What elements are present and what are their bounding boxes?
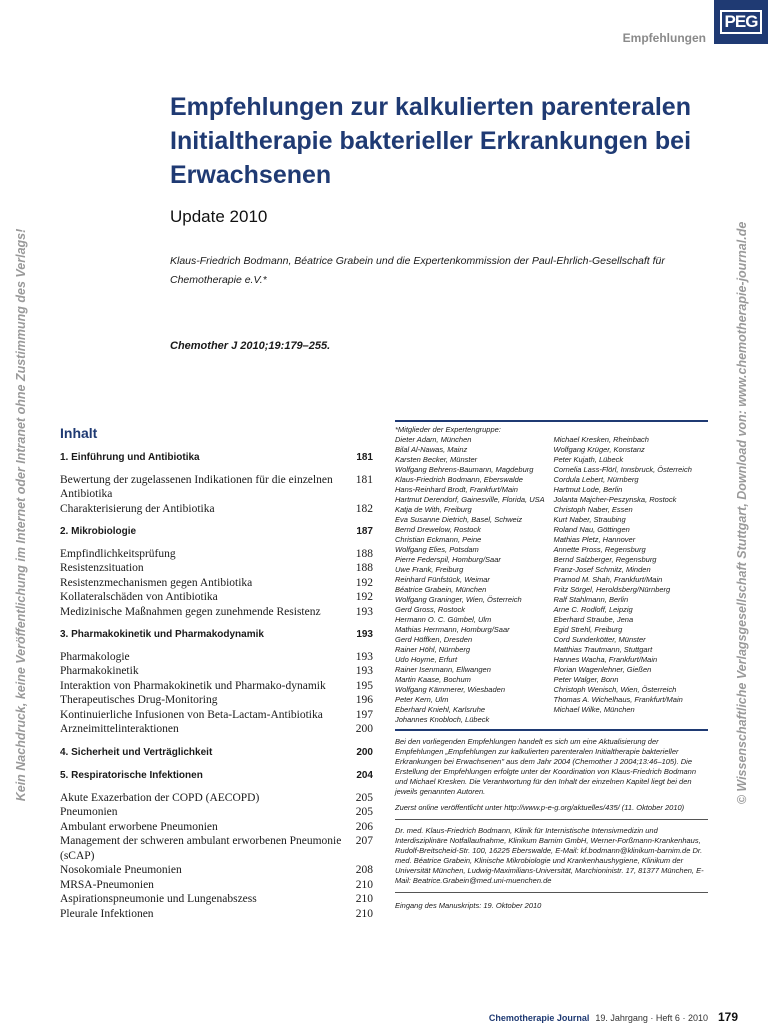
- toc-entry-page: 205: [355, 791, 373, 804]
- article-title: Empfehlungen zur kalkulierten parenteralen Initialtherapie bakterieller Erkrankungen bei Erwachsenen: [170, 93, 692, 189]
- toc-entry-title: Pleurale Infektionen: [60, 907, 154, 920]
- member-entry: Dieter Adam, München: [395, 435, 472, 444]
- toc-entry-page: 200: [355, 723, 373, 735]
- toc-entry-page: 187: [356, 526, 373, 537]
- member-entry: Hartmut Derendorf, Gainesville, Florida, USA: [395, 495, 545, 504]
- toc-entry: [60, 878, 373, 893]
- right-margin-text: © Wissenschaftliche Verlagsgesellschaft Stuttgart, Download von: www.chemotherapie-journal.de: [735, 221, 749, 805]
- member-entry: Hannes Wacha, Frankfurt/Main: [553, 655, 658, 664]
- member-entry: Eberhard Kniehl, Karlsruhe: [395, 705, 486, 714]
- toc-entry-page: 193: [355, 605, 373, 618]
- toc-entry-title: Kollateralschäden von Antibiotika: [60, 591, 218, 603]
- toc-entry: [60, 605, 373, 620]
- toc-entry-page: 205: [355, 806, 373, 818]
- toc-entry: [60, 650, 373, 665]
- member-entry: Hermann O. C. Gümbel, Ulm: [395, 615, 492, 624]
- toc-entry-title: Akute Exazerbation der COPD (AECOPD): [60, 791, 260, 804]
- member-entry: Fritz Sörgel, Heroldsberg/Nürnberg: [553, 585, 671, 594]
- member-entry: Christian Eckmann, Peine: [395, 535, 482, 544]
- toc-entry-page: 188: [355, 547, 373, 560]
- left-margin-notice: [10, 205, 32, 825]
- toc-entry: [60, 834, 373, 863]
- toc-entry-page: 207: [355, 835, 373, 847]
- toc-entry-title: Resistenzsituation: [60, 562, 144, 574]
- member-entry: Wolfgang Behrens-Baumann, Magdeburg: [395, 465, 534, 474]
- toc-entry-page: 208: [355, 864, 373, 876]
- toc-entry-title: 4. Sicherheit und Verträglichkeit: [60, 746, 213, 758]
- toc-section-heading: [60, 628, 373, 643]
- toc-entry: [60, 679, 373, 694]
- member-entry: Christoph Naber, Essen: [553, 505, 633, 514]
- toc-section-heading: [60, 746, 373, 761]
- member-entry: Gerd Höffken, Dresden: [395, 635, 473, 644]
- toc-entry-page: 210: [355, 878, 373, 891]
- member-entry: Bilal Al-Nawas, Mainz: [395, 445, 468, 454]
- toc-entry-title: 5. Respiratorische Infektionen: [60, 770, 203, 781]
- member-entry: Michael Kresken, Rheinbach: [553, 435, 649, 444]
- toc-entry: [60, 722, 373, 737]
- member-entry: Udo Hoyme, Erfurt: [395, 655, 458, 664]
- toc-entry-title: Pharmakologie: [60, 650, 130, 663]
- members-column-left: [395, 435, 550, 725]
- toc-entry-title: Ambulant erworbene Pneumonien: [60, 820, 218, 833]
- member-entry: Hartmut Lode, Berlin: [553, 485, 623, 494]
- member-entry: Uwe Frank, Freiburg: [395, 565, 464, 574]
- member-entry: Cornelia Lass-Flörl, Innsbruck, Österreich: [553, 465, 692, 474]
- toc-entry: [60, 576, 373, 591]
- toc-entry: [60, 820, 373, 835]
- citation: Chemother J 2010;19:179–255.: [170, 340, 331, 352]
- member-entry: Cordula Lebert, Nürnberg: [553, 475, 639, 484]
- members-list: [395, 435, 708, 725]
- member-entry: Egid Strehl, Freiburg: [553, 625, 623, 634]
- member-entry: Florian Wagenlehner, Gießen: [553, 665, 652, 674]
- toc-entry: [60, 892, 373, 907]
- toc-entry-title: Bewertung der zugelassenen Indikationen für die einzelnen Antibiotika: [60, 473, 333, 500]
- member-entry: Eva Susanne Dietrich, Basel, Schweiz: [395, 515, 523, 524]
- member-entry: Bernd Drewelow, Rostock: [395, 525, 481, 534]
- toc-entry-page: 195: [355, 679, 373, 692]
- member-entry: Cord Sunderkötter, Münster: [553, 635, 646, 644]
- toc-entry: [60, 590, 373, 605]
- member-entry: Katja de With, Freiburg: [395, 505, 472, 514]
- toc-entry-title: 2. Mikrobiologie: [60, 526, 137, 537]
- toc-entry: [60, 907, 373, 922]
- toc-entry-title: Medizinische Maßnahmen gegen zunehmende Resistenz: [60, 605, 321, 618]
- divider: [395, 420, 708, 422]
- member-entry: Mathias Pletz, Hannover: [553, 535, 636, 544]
- toc-entry-title: Empfindlichkeitsprüfung: [60, 547, 176, 560]
- toc-entry-page: 181: [355, 473, 373, 486]
- member-entry: Klaus-Friedrich Bodmann, Eberswalde: [395, 475, 523, 484]
- toc-entry-page: 193: [355, 650, 373, 663]
- member-entry: Annette Pross, Regensburg: [553, 545, 646, 554]
- toc-entry: [60, 561, 373, 576]
- update-note: Bei den vorliegenden Empfehlungen handelt es sich um eine Aktualisierung der Empfehlungen „Empfehlungen zur kalkulierten parenteralen Initialtherapie bakterieller Erkrankungen bei Erwachsenen" aus dem Jahr 2004 (Chemother J 2004;13:46–105). Die Erstellung der Empfehlungen erfolgte unter der Koordination von Klaus-Friedrich Bodmann und Michael Kresken. Die Verantwortung für den Inhalt der einzelnen Kapitel liegt bei den jeweils genannten Autoren.: [395, 737, 697, 796]
- divider: [395, 892, 708, 893]
- toc-entry-page: 193: [355, 665, 373, 677]
- toc-heading: Inhalt: [60, 425, 98, 441]
- member-entry: Karsten Becker, Münster: [395, 455, 478, 464]
- toc-group: [60, 769, 373, 921]
- toc-entry-page: 188: [355, 562, 373, 574]
- toc-entry-page: 181: [356, 452, 373, 463]
- page-footer: [489, 1010, 738, 1024]
- member-entry: Wolfgang Graninger, Wien, Österreich: [395, 595, 522, 604]
- toc-entry-page: 210: [355, 893, 373, 905]
- toc-entry-page: 192: [355, 576, 373, 589]
- toc-entry: [60, 708, 373, 723]
- table-of-contents: [60, 425, 373, 930]
- right-column: [395, 420, 708, 911]
- left-margin-text: Kein Nachdruck, keine Veröffentlichung im Internet oder Intranet ohne Zustimmung des Verlags!: [14, 228, 28, 802]
- member-entry: Pramod M. Shah, Frankfurt/Main: [553, 575, 663, 584]
- toc-entry-title: Interaktion von Pharmakokinetik und Pharmako-dynamik: [60, 679, 326, 692]
- logo-text: PEG: [720, 10, 763, 34]
- toc-entry-page: 197: [355, 708, 373, 721]
- member-entry: Peter Kujath, Lübeck: [553, 455, 624, 464]
- toc-group: [60, 628, 373, 737]
- article-subtitle: Update 2010: [170, 207, 268, 226]
- toc-entry-page: 196: [355, 694, 373, 706]
- member-entry: Mathias Herrmann, Homburg/Saar: [395, 625, 510, 634]
- member-entry: Peter Kern, Ulm: [395, 695, 449, 704]
- member-entry: Martin Kaase, Bochum: [395, 675, 471, 684]
- toc-entry-title: 1. Einführung und Antibiotika: [60, 452, 200, 463]
- toc-groups: [60, 451, 373, 921]
- toc-entry: [60, 473, 373, 502]
- toc-entry-page: 182: [355, 502, 373, 515]
- right-margin-copyright: [731, 198, 753, 828]
- member-entry: Rainer Isenmann, Ellwangen: [395, 665, 491, 674]
- toc-entry-title: Resistenzmechanismen gegen Antibiotika: [60, 576, 253, 589]
- toc-entry: [60, 693, 373, 708]
- toc-entry-page: 192: [355, 591, 373, 603]
- divider: [395, 819, 708, 820]
- toc-entry-title: Kontinuierliche Infusionen von Beta-Lactam-Antibiotika: [60, 708, 323, 721]
- member-entry: Peter Walger, Bonn: [553, 675, 619, 684]
- peg-logo: [714, 0, 768, 44]
- member-entry: Jolanta Majcher-Peszynska, Rostock: [553, 495, 677, 504]
- members-title: *Mitglieder der Expertengruppe:: [395, 425, 501, 434]
- toc-section-heading: [60, 525, 373, 540]
- member-entry: Arne C. Rodloff, Leipzig: [553, 605, 633, 614]
- member-entry: Johannes Knobloch, Lübeck: [395, 715, 490, 724]
- toc-entry: [60, 863, 373, 878]
- member-entry: Matthias Trautmann, Stuttgart: [553, 645, 653, 654]
- toc-entry-title: Nosokomiale Pneumonien: [60, 864, 182, 876]
- toc-entry-title: Charakterisierung der Antibiotika: [60, 502, 215, 515]
- member-entry: Wolfgang Kämmerer, Wiesbaden: [395, 685, 505, 694]
- toc-entry: [60, 791, 373, 806]
- member-entry: Eberhard Straube, Jena: [553, 615, 634, 624]
- online-note: Zuerst online veröffentlicht unter http://www.p-e-g.org/aktuelles/435/ (11. Oktober 2010): [395, 803, 685, 812]
- toc-entry-title: Management der schweren ambulant erworbenen Pneumonie (sCAP): [60, 835, 342, 862]
- toc-section-heading: [60, 451, 373, 466]
- member-entry: Thomas A. Wichelhaus, Frankfurt/Main: [553, 695, 683, 704]
- member-entry: Rainer Höhl, Nürnberg: [395, 645, 471, 654]
- member-entry: Michael Wilke, München: [553, 705, 635, 714]
- member-entry: Gerd Gross, Rostock: [395, 605, 466, 614]
- toc-entry: [60, 664, 373, 679]
- toc-entry-page: 200: [356, 746, 373, 758]
- toc-entry-page: 193: [356, 629, 373, 640]
- toc-entry-page: 210: [355, 907, 373, 920]
- member-entry: Wolfgang Krüger, Konstanz: [553, 445, 645, 454]
- toc-entry-title: Pharmakokinetik: [60, 665, 139, 677]
- member-entry: Bernd Salzberger, Regensburg: [553, 555, 657, 564]
- toc-entry-title: Aspirationspneumonie und Lungenabszess: [60, 893, 257, 905]
- toc-group: [60, 746, 373, 761]
- toc-entry-page: 206: [355, 820, 373, 833]
- toc-entry: [60, 502, 373, 517]
- toc-entry-page: 204: [356, 770, 373, 781]
- section-label: Empfehlungen: [622, 31, 706, 45]
- article-authors: Klaus-Friedrich Bodmann, Béatrice Grabein und die Expertenkommission der Paul-Ehrlich-Gesellschaft für Chemotherapie e.V.*: [170, 255, 665, 286]
- toc-entry-title: Therapeutisches Drug-Monitoring: [60, 694, 218, 706]
- footer-issue: 19. Jahrgang · Heft 6 · 2010: [595, 1013, 708, 1023]
- member-entry: Kurt Naber, Straubing: [553, 515, 626, 524]
- toc-entry-title: Arzneimittelinteraktionen: [60, 723, 179, 735]
- footer-journal: Chemotherapie Journal: [488, 1013, 590, 1023]
- member-entry: Franz-Josef Schmitz, Minden: [553, 565, 651, 574]
- member-entry: Reinhard Fünfstück, Weimar: [395, 575, 490, 584]
- member-entry: Hans-Reinhard Brodt, Frankfurt/Main: [395, 485, 518, 494]
- toc-entry: [60, 547, 373, 562]
- toc-entry-title: Pneumonien: [60, 806, 118, 818]
- correspondence-address: Dr. med. Klaus-Friedrich Bodmann, Klinik für Internistische Intensivmedizin und Interdisziplinäre Notfallaufnahme, Klinikum Barnim GmbH, Werner-Forßmann-Krankenhaus, Rudolf-Breitscheid-Str. 100, 16225 Eberswalde, E-Mail: kf.bodmann@klinikum-barnim.de Dr. med. Béatrice Grabein, Klinische Mikrobiologie und Krankenhaushygiene, Klinikum der Universität München, Ludwig-Maximilians-Universität, Marchioninistr. 17, 81377 München, E-Mail: Beatrice.Grabein@med.uni-muenchen.de: [395, 826, 704, 885]
- member-entry: Christoph Wenisch, Wien, Österreich: [553, 685, 677, 694]
- toc-entry-title: 3. Pharmakokinetik und Pharmakodynamik: [60, 629, 264, 640]
- member-entry: Ralf Stahlmann, Berlin: [553, 595, 629, 604]
- member-entry: Roland Nau, Göttingen: [553, 525, 630, 534]
- toc-entry: [60, 805, 373, 820]
- toc-section-heading: [60, 769, 373, 784]
- toc-group: [60, 525, 373, 619]
- received-date: Eingang des Manuskripts: 19. Oktober 2010: [395, 901, 542, 910]
- member-entry: Wolfgang Elies, Potsdam: [395, 545, 479, 554]
- toc-entry-title: MRSA-Pneumonien: [60, 878, 154, 891]
- divider: [395, 729, 708, 731]
- member-entry: Béatrice Grabein, München: [395, 585, 487, 594]
- toc-group: [60, 451, 373, 516]
- member-entry: Pierre Federspil, Homburg/Saar: [395, 555, 501, 564]
- page-number: 179: [717, 1010, 738, 1024]
- members-column-right: [554, 435, 709, 725]
